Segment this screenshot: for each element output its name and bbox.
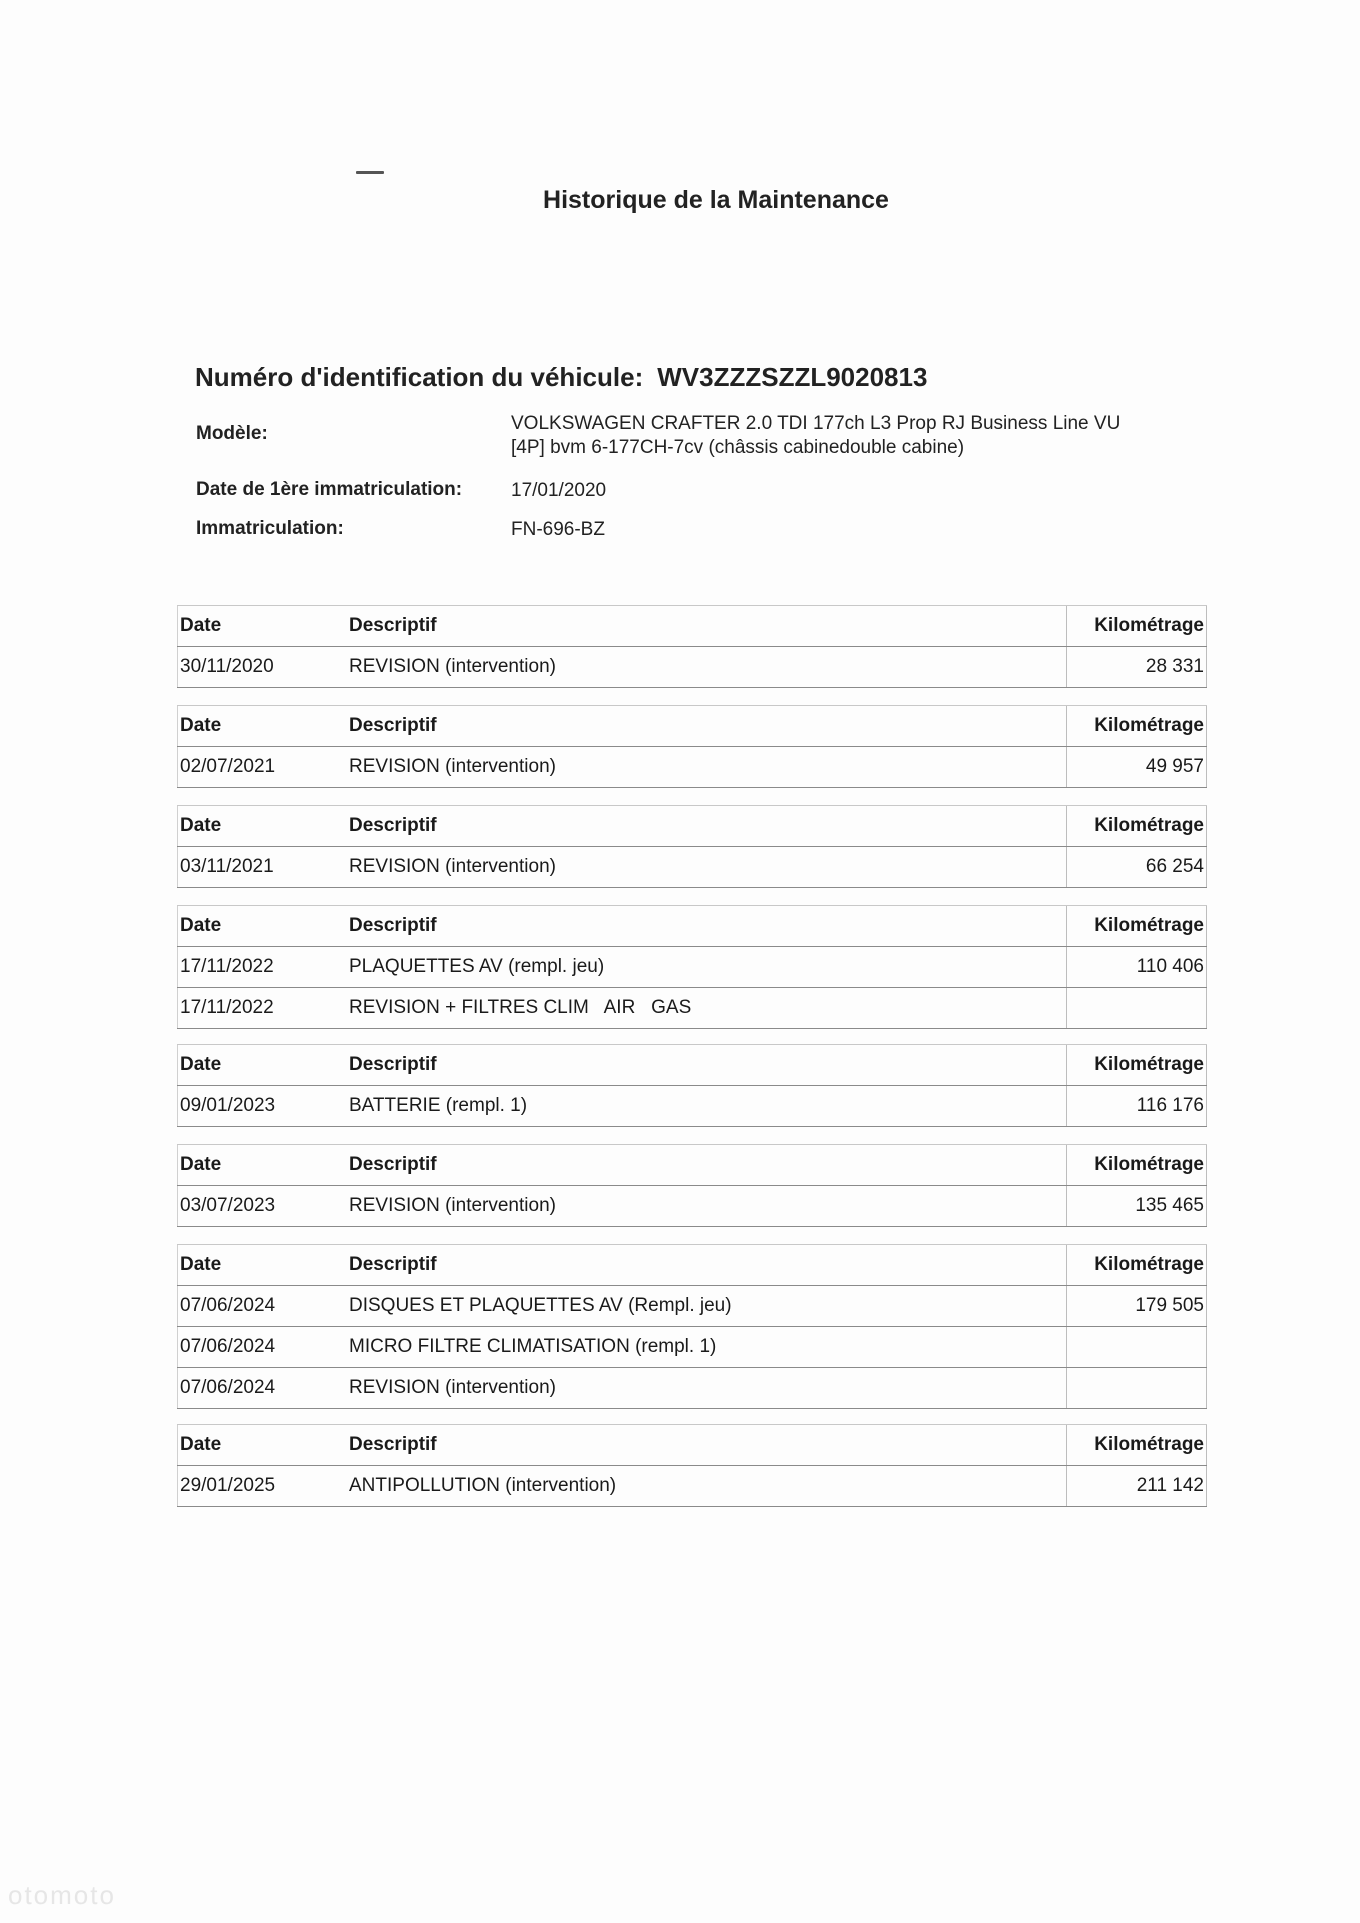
header-kilometrage: Kilométrage <box>1094 815 1204 836</box>
row-kilometrage: 211 142 <box>1136 1475 1204 1496</box>
header-date: Date <box>180 715 222 736</box>
row-date: 03/11/2021 <box>180 856 274 877</box>
table-header-row <box>177 905 1207 947</box>
table-header-row <box>177 1244 1207 1286</box>
table-row <box>177 947 1207 988</box>
row-kilometrage: 49 957 <box>1145 756 1204 777</box>
header-descriptif: Descriptif <box>349 1154 437 1175</box>
row-descriptif: BATTERIE (rempl. 1) <box>349 1095 528 1116</box>
row-kilometrage: 116 176 <box>1136 1095 1204 1116</box>
header-descriptif: Descriptif <box>349 1254 437 1275</box>
row-descriptif: REVISION + FILTRES CLIM AIR GAS <box>349 997 692 1018</box>
first-registration-value: 17/01/2020 <box>511 480 607 501</box>
header-descriptif: Descriptif <box>349 615 437 636</box>
row-kilometrage: 179 505 <box>1135 1295 1204 1316</box>
maintenance-entry <box>177 805 1207 888</box>
header-kilometrage: Kilométrage <box>1094 615 1204 636</box>
table-header-row <box>177 1424 1207 1466</box>
maintenance-entry <box>177 1244 1207 1409</box>
header-kilometrage: Kilométrage <box>1094 715 1204 736</box>
model-label: Modèle: <box>196 423 268 444</box>
row-descriptif: MICRO FILTRE CLIMATISATION (rempl. 1) <box>349 1336 717 1357</box>
row-descriptif: REVISION (intervention) <box>349 656 556 677</box>
table-row <box>177 1286 1207 1327</box>
table-row <box>177 747 1207 788</box>
row-date: 17/11/2022 <box>180 956 274 977</box>
row-kilometrage: 28 331 <box>1145 656 1204 677</box>
header-date: Date <box>180 815 222 836</box>
vin-value: WV3ZZZSZZL9020813 <box>657 362 928 392</box>
header-descriptif: Descriptif <box>349 1054 437 1075</box>
row-date: 07/06/2024 <box>180 1336 276 1357</box>
row-kilometrage: 110 406 <box>1136 956 1204 977</box>
model-value-line1: VOLKSWAGEN CRAFTER 2.0 TDI 177ch L3 Prop RJ Business Line VU <box>511 413 1121 434</box>
table-row <box>177 1368 1207 1409</box>
header-date: Date <box>180 915 222 936</box>
row-descriptif: PLAQUETTES AV (rempl. jeu) <box>349 956 605 977</box>
row-descriptif: REVISION (intervention) <box>349 856 556 877</box>
header-date: Date <box>180 1254 222 1275</box>
header-date: Date <box>180 1154 222 1175</box>
registration-value: FN-696-BZ <box>511 519 605 540</box>
row-date: 03/07/2023 <box>180 1195 276 1216</box>
table-header-row <box>177 605 1207 647</box>
row-descriptif: ANTIPOLLUTION (intervention) <box>349 1475 617 1496</box>
header-kilometrage: Kilométrage <box>1094 1154 1204 1175</box>
row-descriptif: REVISION (intervention) <box>349 756 556 777</box>
model-value <box>511 412 1120 460</box>
header-kilometrage: Kilométrage <box>1094 1054 1204 1075</box>
header-descriptif: Descriptif <box>349 915 437 936</box>
first-registration-label: Date de 1ère immatriculation: <box>196 479 463 500</box>
row-date: 17/11/2022 <box>180 997 274 1018</box>
table-row <box>177 988 1207 1029</box>
table-row <box>177 1327 1207 1368</box>
table-row <box>177 1086 1207 1127</box>
row-descriptif: REVISION (intervention) <box>349 1377 556 1398</box>
header-descriptif: Descriptif <box>349 715 437 736</box>
table-row <box>177 1466 1207 1507</box>
table-header-row <box>177 1144 1207 1186</box>
header-kilometrage: Kilométrage <box>1094 915 1204 936</box>
table-header-row <box>177 1044 1207 1086</box>
row-date: 29/01/2025 <box>180 1475 276 1496</box>
row-date: 09/01/2023 <box>180 1095 276 1116</box>
table-row <box>177 647 1207 688</box>
header-date: Date <box>180 1434 222 1455</box>
row-kilometrage: 66 254 <box>1145 856 1204 877</box>
maintenance-entry <box>177 1144 1207 1227</box>
table-row <box>177 847 1207 888</box>
header-descriptif: Descriptif <box>349 1434 437 1455</box>
vin-line <box>195 362 927 393</box>
header-kilometrage: Kilométrage <box>1094 1434 1204 1455</box>
row-descriptif: REVISION (intervention) <box>349 1195 556 1216</box>
row-date: 30/11/2020 <box>180 656 274 677</box>
row-kilometrage: 135 465 <box>1135 1195 1204 1216</box>
maintenance-entry <box>177 905 1207 1029</box>
header-date: Date <box>180 615 222 636</box>
maintenance-entry <box>177 605 1207 688</box>
maintenance-entry <box>177 705 1207 788</box>
table-row <box>177 1186 1207 1227</box>
table-header-row <box>177 705 1207 747</box>
row-date: 07/06/2024 <box>180 1377 276 1398</box>
header-kilometrage: Kilométrage <box>1094 1254 1204 1275</box>
scan-mark <box>356 171 384 174</box>
row-descriptif: DISQUES ET PLAQUETTES AV (Rempl. jeu) <box>349 1295 732 1316</box>
row-date: 07/06/2024 <box>180 1295 276 1316</box>
maintenance-entry <box>177 1044 1207 1127</box>
watermark: otomoto <box>8 1880 116 1910</box>
header-descriptif: Descriptif <box>349 815 437 836</box>
registration-label: Immatriculation: <box>196 518 344 539</box>
row-date: 02/07/2021 <box>180 756 276 777</box>
header-date: Date <box>180 1054 222 1075</box>
table-header-row <box>177 805 1207 847</box>
page-title: Historique de la Maintenance <box>543 186 889 214</box>
maintenance-entry <box>177 1424 1207 1507</box>
vin-label: Numéro d'identification du véhicule: <box>195 362 644 392</box>
model-value-line2: [4P] bvm 6-177CH-7cv (châssis cabinedouble cabine) <box>511 437 965 458</box>
